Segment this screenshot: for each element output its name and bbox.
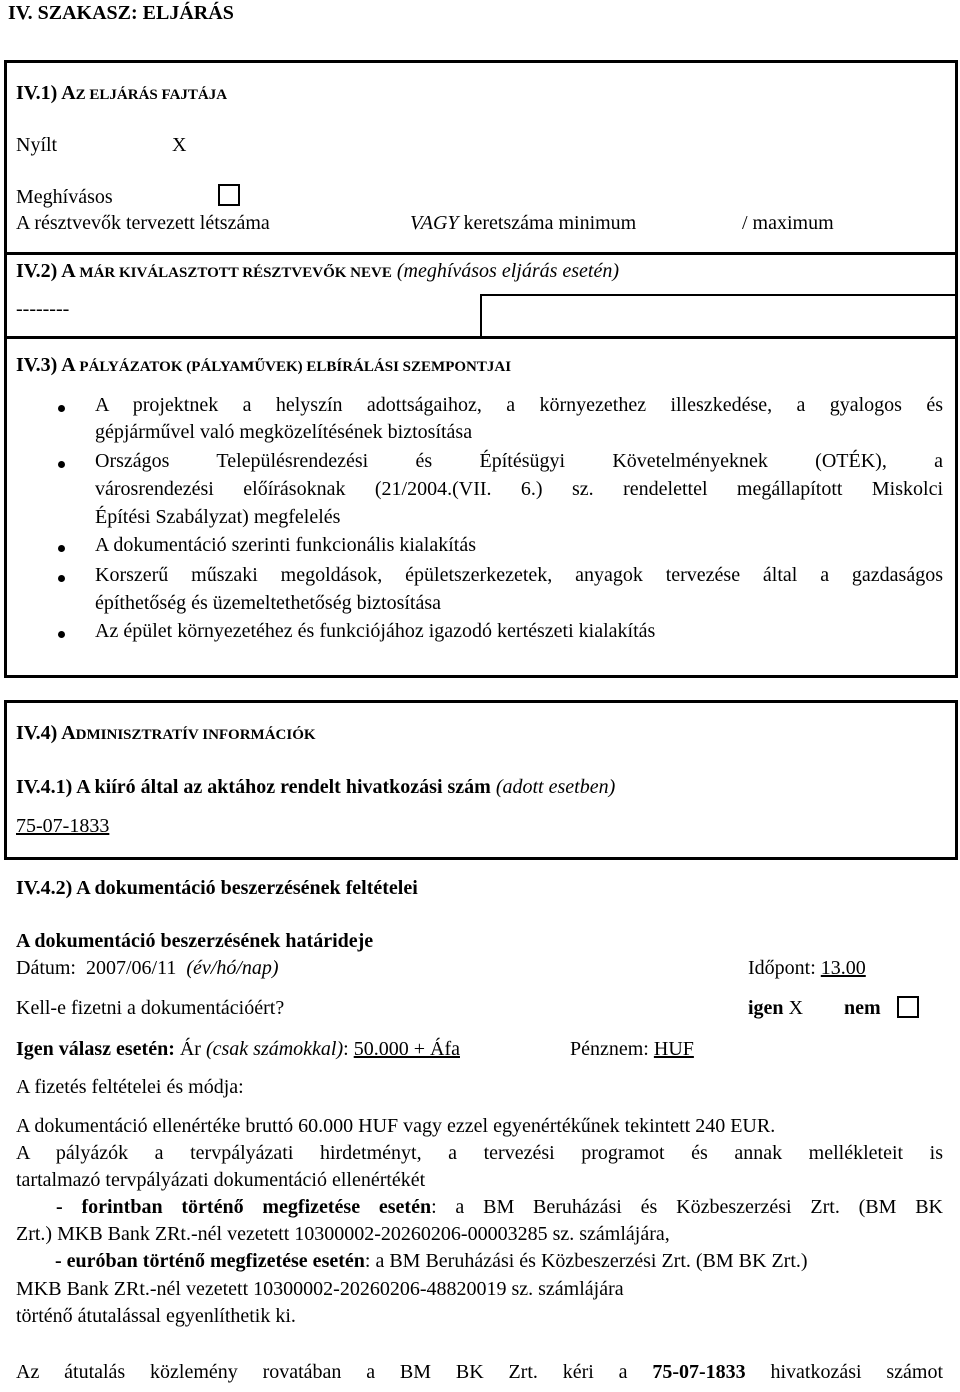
criterion-1-line-1: A projektnek a helyszín adottságaihoz, a környezethez illeszkedése, a gyalogos és [95,394,943,416]
iv4-heading-rest: DMINISZTRATÍV INFORMÁCIÓK [75,727,316,743]
iv41-title: IV.4.1) A kiíró által az aktához rendelt hivatkozási szám [16,776,491,798]
euro-payment-label: - euróban történő megfizetése esetén [55,1250,365,1272]
iv4-number: IV.4) [16,722,62,744]
igen-label: igen [748,997,784,1019]
iv1-heading [16,82,227,105]
criterion-3-line-1: A dokumentáció szerinti funkcionális kialakítás [95,534,477,556]
iv41-heading [16,776,615,799]
nem-label: nem [844,997,881,1019]
igen-mark[interactable]: X [788,997,804,1019]
iv1-number: IV.1) [16,82,62,104]
iv1-heading-cap: A [61,82,76,104]
nyilt-mark[interactable]: X [172,134,187,156]
fizetes-feltetelei: A fizetés feltételei és módja: [16,1076,244,1098]
nyilt-label: Nyílt [16,134,58,156]
payment-p1: A dokumentáció ellenértéke bruttó 60.000 HUF vagy ezzel egyenértékűnek tekintett 240 EUR. [16,1115,776,1137]
bullet-5 [58,631,65,638]
payment-p4-line-3: történő átutalással egyenlíthetik ki. [16,1305,296,1327]
criterion-1-line-2: gépjárművel való megközelítésének biztosítása [95,421,473,443]
iv3-heading-rest2: ) ELBÍRÁLÁSI SZEMPONTJAI [297,359,512,375]
iv41-note: (adott esetben) [495,776,616,798]
ar-note: (csak számokkal) [205,1038,344,1060]
fizetni-question: Kell-e fizetni a dokumentációért? [16,997,285,1019]
payment-p2-line-2: tartalmazó tervpályázati dokumentáció ellenértékét [16,1169,426,1191]
iv2-dashes: -------- [16,298,70,320]
bullet-4 [58,575,65,582]
criterion-2-line-3: Építési Szabályzat) megfelelés [95,506,341,528]
iv3-heading-rest1: PÁLYÁZATOK ( [75,359,192,375]
bullet-1 [58,405,65,412]
idopont-label: Időpont: [748,957,816,979]
iv2-heading-rest: MÁR KIVÁLASZTOTT RÉSZTVEVŐK NEVE [75,265,392,281]
ar-value: 50.000 + Áfa [353,1038,460,1060]
payment-p5-line-1 [16,1361,943,1384]
keretszama-text: keretszáma minimum [463,212,637,234]
idopont-value: 13.00 [820,957,866,979]
iv2-heading-cap: A [61,260,76,282]
criterion-4-line-2: építhetőség és üzemeltethetőség biztosítása [95,592,441,614]
payment-p3-line-2: Zrt.) MKB Bank ZRt.-nél vezetett 10300002-20260206-00003285 sz. számlájára, [16,1223,670,1245]
iv3-number: IV.3) [16,354,62,376]
payment-p4-line-2: MKB Bank ZRt.-nél vezetett 10300002-20260206-48820019 sz. számlájára [16,1278,624,1300]
datum-value: 2007/06/11 [86,957,177,979]
divider-iv2-inner [480,294,958,296]
bullet-3 [58,545,65,552]
section-title: IV. SZAKASZ: ELJÁRÁS [8,2,234,24]
vagy-text: VAGY [410,212,459,234]
meghivasos-label: Meghívásos [16,186,113,208]
iv1-heading-rest: Z ELJÁRÁS FAJTÁJA [75,87,228,103]
divider-iv2 [4,252,958,255]
iv4-heading-cap: A [61,722,76,744]
vagy-keretszama [410,212,636,235]
payment-p2-line-1: A pályázók a tervpályázati hirdetményt, a tervezési programot és annak mellékleteit is [16,1142,943,1164]
resztvevok-label: A résztvevők tervezett létszáma [16,212,270,234]
payment-p3-line-1 [16,1196,943,1219]
forint-payment-label: - forintban történő megfizetése esetén [56,1196,432,1218]
maximum-label: / maximum [742,212,834,234]
idopont-row [748,957,866,980]
reference-number: 75-07-1833 [16,815,110,837]
nem-checkbox[interactable] [897,996,919,1018]
p5-end: hivatkozási számot [770,1361,943,1383]
iv3-heading-cap2: PÁLYAMŰVEK [191,359,298,375]
criterion-2-line-1: Országos Településrendezési és Építésügyi Követelményeknek (OTÉK), a [95,450,943,472]
divider-iv2-vertical [480,295,482,337]
penznem-row [570,1038,694,1061]
penznem-value: HUF [653,1038,694,1060]
igen-option [748,997,803,1020]
meghivasos-checkbox[interactable] [218,184,240,206]
p5-start: Az átutalás közlemény rovatában a BM BK Zrt. kéri a [16,1361,628,1383]
iv42-title: IV.4.2) A dokumentáció beszerzésének feltételei [16,877,418,899]
criterion-5-line-1: Az épület környezetéhez és funkciójához igazodó kertészeti kialakítás [95,620,656,642]
criterion-2-line-2: városrendezési előírásoknak (21/2004.(VII. 6.) sz. rendelettel megállapított Miskolci [95,478,943,500]
criterion-4-line-1: Korszerű műszaki megoldások, épületszerkezetek, anyagok tervezése által a gazdaságos [95,564,943,586]
igen-valasz-row: Igen válasz esetén: Ár (csak számokkal): 50.000 + Áfa [16,1038,460,1060]
iv2-heading [16,260,619,283]
datum-row [16,957,279,980]
hatarido-title: A dokumentáció beszerzésének határideje [16,930,374,952]
euro-payment-text: : a BM Beruházási és Közbeszerzési Zrt. (BM BK Zrt.) [364,1250,808,1272]
iv4-heading [16,722,316,745]
ar-label: Ár [179,1038,201,1060]
iv2-number: IV.2) [16,260,62,282]
p5-reference: 75-07-1833 [652,1361,746,1383]
iv3-heading-cap1: A [61,354,76,376]
penznem-label: Pénznem: [570,1038,649,1060]
iv2-note: (meghívásos eljárás esetén) [396,260,620,282]
igen-valasz-label: Igen válasz esetén: [16,1038,175,1060]
iv3-heading [16,354,511,377]
bullet-2 [58,461,65,468]
payment-p4-line-1 [55,1250,808,1273]
datum-format: (év/hó/nap) [186,957,279,979]
forint-payment-text: : a BM Beruházási és Közbeszerzési Zrt. (BM BK [431,1196,943,1218]
datum-label: Dátum: [16,957,76,979]
